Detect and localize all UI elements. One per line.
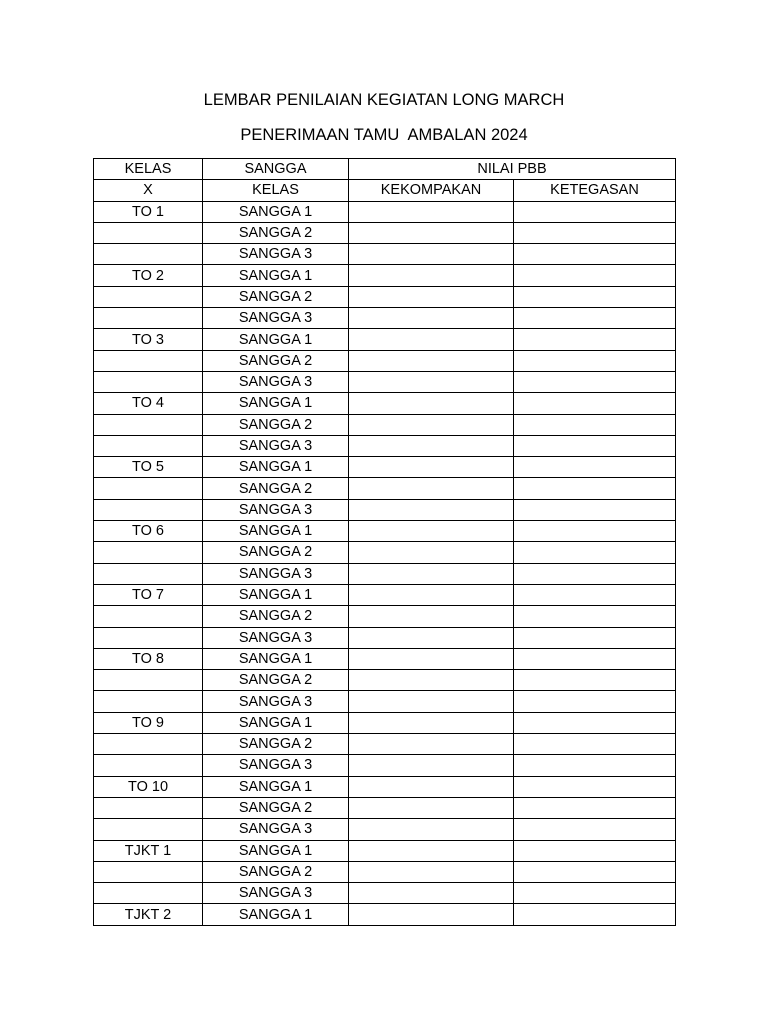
table-row [94,797,676,818]
table-row [94,776,676,797]
document-title: LEMBAR PENILAIAN KEGIATAN LONG MARCH [203,91,565,109]
kelas-cell: TO 6 [94,521,203,542]
sangga-cell: SANGGA 1 [203,329,349,350]
table-row [94,670,676,691]
kekompakan-score-cell[interactable] [349,329,514,350]
ketegasan-score-cell[interactable] [514,371,676,392]
ketegasan-score-cell[interactable] [514,563,676,584]
ketegasan-score-cell[interactable] [514,670,676,691]
kelas-cell: TJKT 1 [94,840,203,861]
ketegasan-score-cell[interactable] [514,435,676,456]
kelas-cell [94,499,203,520]
table-row [94,393,676,414]
table-row [94,457,676,478]
sangga-cell: SANGGA 3 [203,755,349,776]
kekompakan-score-cell[interactable] [349,286,514,307]
table-row [94,755,676,776]
kelas-cell [94,244,203,265]
kelas-cell: TO 3 [94,329,203,350]
header-kelas-line1: KELAS [94,159,203,180]
kelas-cell [94,734,203,755]
kelas-cell [94,627,203,648]
kelas-cell [94,883,203,904]
header-sangga-line2: KELAS [203,180,349,201]
kekompakan-score-cell[interactable] [349,627,514,648]
ketegasan-score-cell[interactable] [514,776,676,797]
kelas-cell [94,478,203,499]
kelas-cell [94,350,203,371]
kekompakan-score-cell[interactable] [349,393,514,414]
table-row [94,691,676,712]
kekompakan-score-cell[interactable] [349,883,514,904]
ketegasan-score-cell[interactable] [514,308,676,329]
sangga-cell: SANGGA 2 [203,478,349,499]
header-sangga-line1: SANGGA [203,159,349,180]
ketegasan-score-cell[interactable] [514,840,676,861]
sangga-cell: SANGGA 3 [203,435,349,456]
ketegasan-score-cell[interactable] [514,393,676,414]
sangga-cell: SANGGA 2 [203,861,349,882]
kelas-cell: TJKT 2 [94,904,203,925]
ketegasan-score-cell[interactable] [514,883,676,904]
kelas-cell [94,691,203,712]
table-row [94,542,676,563]
ketegasan-score-cell[interactable] [514,627,676,648]
sangga-cell: SANGGA 2 [203,222,349,243]
kekompakan-score-cell[interactable] [349,904,514,925]
sangga-cell: SANGGA 2 [203,542,349,563]
sangga-cell: SANGGA 1 [203,584,349,605]
table-row [94,584,676,605]
table-row [94,286,676,307]
ketegasan-score-cell[interactable] [514,457,676,478]
sangga-cell: SANGGA 3 [203,819,349,840]
table-row [94,222,676,243]
kekompakan-score-cell[interactable] [349,478,514,499]
sangga-cell: SANGGA 2 [203,350,349,371]
table-row [94,499,676,520]
ketegasan-score-cell[interactable] [514,265,676,286]
table-row [94,734,676,755]
kelas-cell [94,308,203,329]
kekompakan-score-cell[interactable] [349,776,514,797]
ketegasan-score-cell[interactable] [514,222,676,243]
table-row [94,329,676,350]
sangga-cell: SANGGA 1 [203,840,349,861]
kelas-cell: TO 1 [94,201,203,222]
ketegasan-score-cell[interactable] [514,734,676,755]
ketegasan-score-cell[interactable] [514,499,676,520]
sangga-cell: SANGGA 1 [203,904,349,925]
ketegasan-score-cell[interactable] [514,414,676,435]
kelas-cell [94,819,203,840]
ketegasan-score-cell[interactable] [514,904,676,925]
kelas-cell [94,222,203,243]
table-row [94,712,676,733]
kekompakan-score-cell[interactable] [349,648,514,669]
kelas-cell: TO 7 [94,584,203,605]
kekompakan-score-cell[interactable] [349,414,514,435]
sangga-cell: SANGGA 3 [203,563,349,584]
sangga-cell: SANGGA 3 [203,308,349,329]
kekompakan-score-cell[interactable] [349,563,514,584]
kelas-cell [94,414,203,435]
table-row [94,904,676,925]
kekompakan-score-cell[interactable] [349,819,514,840]
header-row-2 [94,180,676,201]
ketegasan-score-cell[interactable] [514,861,676,882]
ketegasan-score-cell[interactable] [514,797,676,818]
kekompakan-score-cell[interactable] [349,797,514,818]
kekompakan-score-cell[interactable] [349,712,514,733]
table-row [94,478,676,499]
kekompakan-score-cell[interactable] [349,222,514,243]
kekompakan-score-cell[interactable] [349,521,514,542]
sangga-cell: SANGGA 2 [203,797,349,818]
kelas-cell [94,861,203,882]
sangga-cell: SANGGA 1 [203,648,349,669]
ketegasan-score-cell[interactable] [514,521,676,542]
sangga-cell: SANGGA 2 [203,606,349,627]
assessment-table [93,158,676,926]
ketegasan-score-cell[interactable] [514,755,676,776]
ketegasan-score-cell[interactable] [514,478,676,499]
kekompakan-score-cell[interactable] [349,457,514,478]
table-row [94,201,676,222]
kelas-cell [94,606,203,627]
table-row [94,371,676,392]
kelas-cell: TO 5 [94,457,203,478]
table-row [94,627,676,648]
sangga-cell: SANGGA 3 [203,244,349,265]
table-row [94,606,676,627]
ketegasan-score-cell[interactable] [514,606,676,627]
kekompakan-score-cell[interactable] [349,734,514,755]
table-row [94,563,676,584]
table-row [94,244,676,265]
table-row [94,414,676,435]
table-row [94,861,676,882]
kelas-cell [94,755,203,776]
ketegasan-score-cell[interactable] [514,542,676,563]
ketegasan-score-cell[interactable] [514,329,676,350]
kelas-cell: TO 2 [94,265,203,286]
kekompakan-score-cell[interactable] [349,308,514,329]
kelas-cell [94,563,203,584]
header-row-1 [94,159,676,180]
sangga-cell: SANGGA 3 [203,691,349,712]
sangga-cell: SANGGA 2 [203,734,349,755]
sangga-cell: SANGGA 1 [203,201,349,222]
kelas-cell [94,670,203,691]
sangga-cell: SANGGA 1 [203,457,349,478]
kekompakan-score-cell[interactable] [349,755,514,776]
kelas-cell [94,371,203,392]
table-row [94,435,676,456]
sangga-cell: SANGGA 3 [203,371,349,392]
kekompakan-score-cell[interactable] [349,606,514,627]
table-row [94,308,676,329]
kekompakan-score-cell[interactable] [349,584,514,605]
sangga-cell: SANGGA 1 [203,712,349,733]
kekompakan-score-cell[interactable] [349,840,514,861]
kekompakan-score-cell[interactable] [349,499,514,520]
table-body [94,201,676,925]
ketegasan-score-cell[interactable] [514,712,676,733]
kelas-cell [94,797,203,818]
kekompakan-score-cell[interactable] [349,244,514,265]
ketegasan-score-cell[interactable] [514,201,676,222]
ketegasan-score-cell[interactable] [514,244,676,265]
ketegasan-score-cell[interactable] [514,286,676,307]
kekompakan-score-cell[interactable] [349,371,514,392]
table-row [94,265,676,286]
kekompakan-score-cell[interactable] [349,691,514,712]
sangga-cell: SANGGA 2 [203,414,349,435]
kelas-cell [94,435,203,456]
kekompakan-score-cell[interactable] [349,265,514,286]
table-row [94,883,676,904]
table-row [94,648,676,669]
sangga-cell: SANGGA 3 [203,883,349,904]
table-row [94,840,676,861]
sangga-cell: SANGGA 1 [203,265,349,286]
ketegasan-score-cell[interactable] [514,691,676,712]
kekompakan-score-cell[interactable] [349,435,514,456]
kelas-cell: TO 9 [94,712,203,733]
table-row [94,350,676,371]
sangga-cell: SANGGA 2 [203,286,349,307]
ketegasan-score-cell[interactable] [514,584,676,605]
header-nilai-pbb: NILAI PBB [349,159,676,180]
kelas-cell: TO 8 [94,648,203,669]
table-row [94,521,676,542]
kelas-cell [94,286,203,307]
sangga-cell: SANGGA 2 [203,670,349,691]
kekompakan-score-cell[interactable] [349,350,514,371]
document-subtitle: PENERIMAAN TAMU AMBALAN 2024 [240,126,528,144]
ketegasan-score-cell[interactable] [514,819,676,840]
header-ketegasan: KETEGASAN [514,180,676,201]
ketegasan-score-cell[interactable] [514,648,676,669]
sangga-cell: SANGGA 1 [203,521,349,542]
kekompakan-score-cell[interactable] [349,861,514,882]
sangga-cell: SANGGA 3 [203,499,349,520]
sangga-cell: SANGGA 1 [203,776,349,797]
kelas-cell: TO 4 [94,393,203,414]
kelas-cell: TO 10 [94,776,203,797]
kelas-cell [94,542,203,563]
kekompakan-score-cell[interactable] [349,670,514,691]
table-row [94,819,676,840]
kekompakan-score-cell[interactable] [349,201,514,222]
sangga-cell: SANGGA 1 [203,393,349,414]
header-kekompakan: KEKOMPAKAN [349,180,514,201]
header-kelas-line2: X [94,180,203,201]
kekompakan-score-cell[interactable] [349,542,514,563]
sangga-cell: SANGGA 3 [203,627,349,648]
ketegasan-score-cell[interactable] [514,350,676,371]
